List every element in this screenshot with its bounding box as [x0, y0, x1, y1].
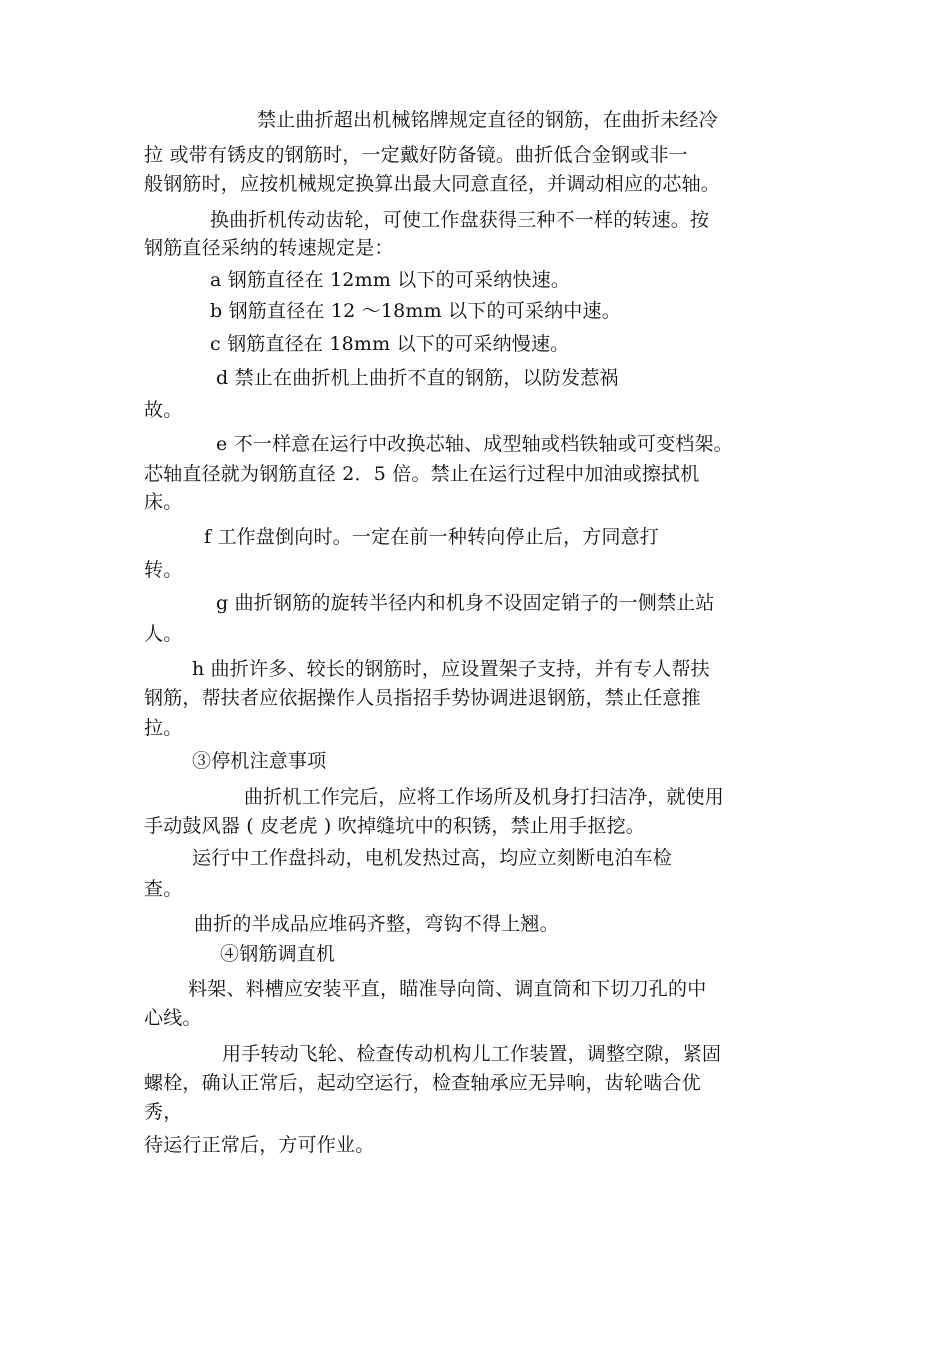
- paragraph-line: 钢筋，帮扶者应依据操作人员指招手势协调进退钢筋，禁止任意推: [144, 687, 701, 709]
- paragraph-line: 芯轴直径就为钢筋直径 2．5 倍。禁止在运行过程中加油或擦拭机: [144, 463, 700, 485]
- paragraph-line: 拉 或带有锈皮的钢筋时，一定戴好防备镜。曲折低合金钢或非一: [144, 144, 688, 166]
- paragraph-line: 人。: [144, 623, 183, 645]
- paragraph-line: 查。: [144, 878, 183, 900]
- paragraph-line: 秀，: [144, 1101, 183, 1123]
- paragraph-line: 故。: [144, 399, 183, 421]
- paragraph-line: 钢筋直径采纳的转速规定是：: [144, 237, 394, 259]
- paragraph-line: 曲折机工作完后，应将工作场所及机身打扫洁净，就使用: [244, 786, 725, 808]
- paragraph-line: 螺栓，确认正常后，起动空运行，检查轴承应无异响，齿轮啮合优: [144, 1072, 701, 1094]
- list-item-b: b 钢筋直径在 12 ～18mm 以下的可采纳中速。: [210, 300, 621, 322]
- paragraph-line: 床。: [144, 491, 183, 513]
- list-item-d: d 禁止在曲折机上曲折不直的钢筋，以防发惹祸: [216, 367, 619, 389]
- paragraph-line: 用手转动飞轮、检查传动机构儿工作装置，调整空隙，紧固: [222, 1043, 722, 1065]
- paragraph-line: 手动鼓风器 ( 皮老虎 ) 吹掉缝坑中的积锈，禁止用手抠挖。: [144, 815, 645, 837]
- paragraph-line: 换曲折机传动齿轮，可使工作盘获得三种不一样的转速。按: [210, 209, 710, 231]
- paragraph-line: 料架、料槽应安装平直，瞄准导向筒、调直筒和下切刀孔的中: [188, 978, 707, 1000]
- paragraph-line: 般钢筋时，应按机械规定换算出最大同意直径，并调动相应的芯轴。: [144, 173, 721, 195]
- section-heading-straightener: ④钢筋调直机: [220, 943, 336, 965]
- list-item-e: e 不一样意在运行中改换芯轴、成型轴或档铁轴或可变档架。: [216, 433, 733, 455]
- list-item-f: f 工作盘倒向时。一定在前一种转向停止后，方同意打: [204, 526, 660, 548]
- paragraph-line: 心线。: [144, 1007, 202, 1029]
- paragraph-line: 禁止曲折超出机械铭牌规定直径的钢筋，在曲折未经冷: [257, 109, 718, 131]
- paragraph-line: 转。: [144, 559, 183, 581]
- paragraph-line: 运行中工作盘抖动，电机发热过高，均应立刻断电泊车检: [192, 847, 673, 869]
- paragraph-line: 待运行正常后，方可作业。: [144, 1134, 375, 1156]
- paragraph-line: 曲折的半成品应堆码齐整，弯钩不得上翘。: [194, 913, 559, 935]
- paragraph-line: 拉。: [144, 717, 183, 739]
- list-item-h: h 曲折许多、较长的钢筋时，应设置架子支持，并有专人帮扶: [192, 658, 710, 680]
- section-heading-stop: ③停机注意事项: [192, 750, 327, 772]
- list-item-a: a 钢筋直径在 12mm 以下的可采纳快速。: [210, 269, 571, 291]
- list-item-g: g 曲折钢筋的旋转半径内和机身不设固定销子的一侧禁止站: [216, 592, 715, 614]
- list-item-c: c 钢筋直径在 18mm 以下的可采纳慢速。: [210, 333, 570, 355]
